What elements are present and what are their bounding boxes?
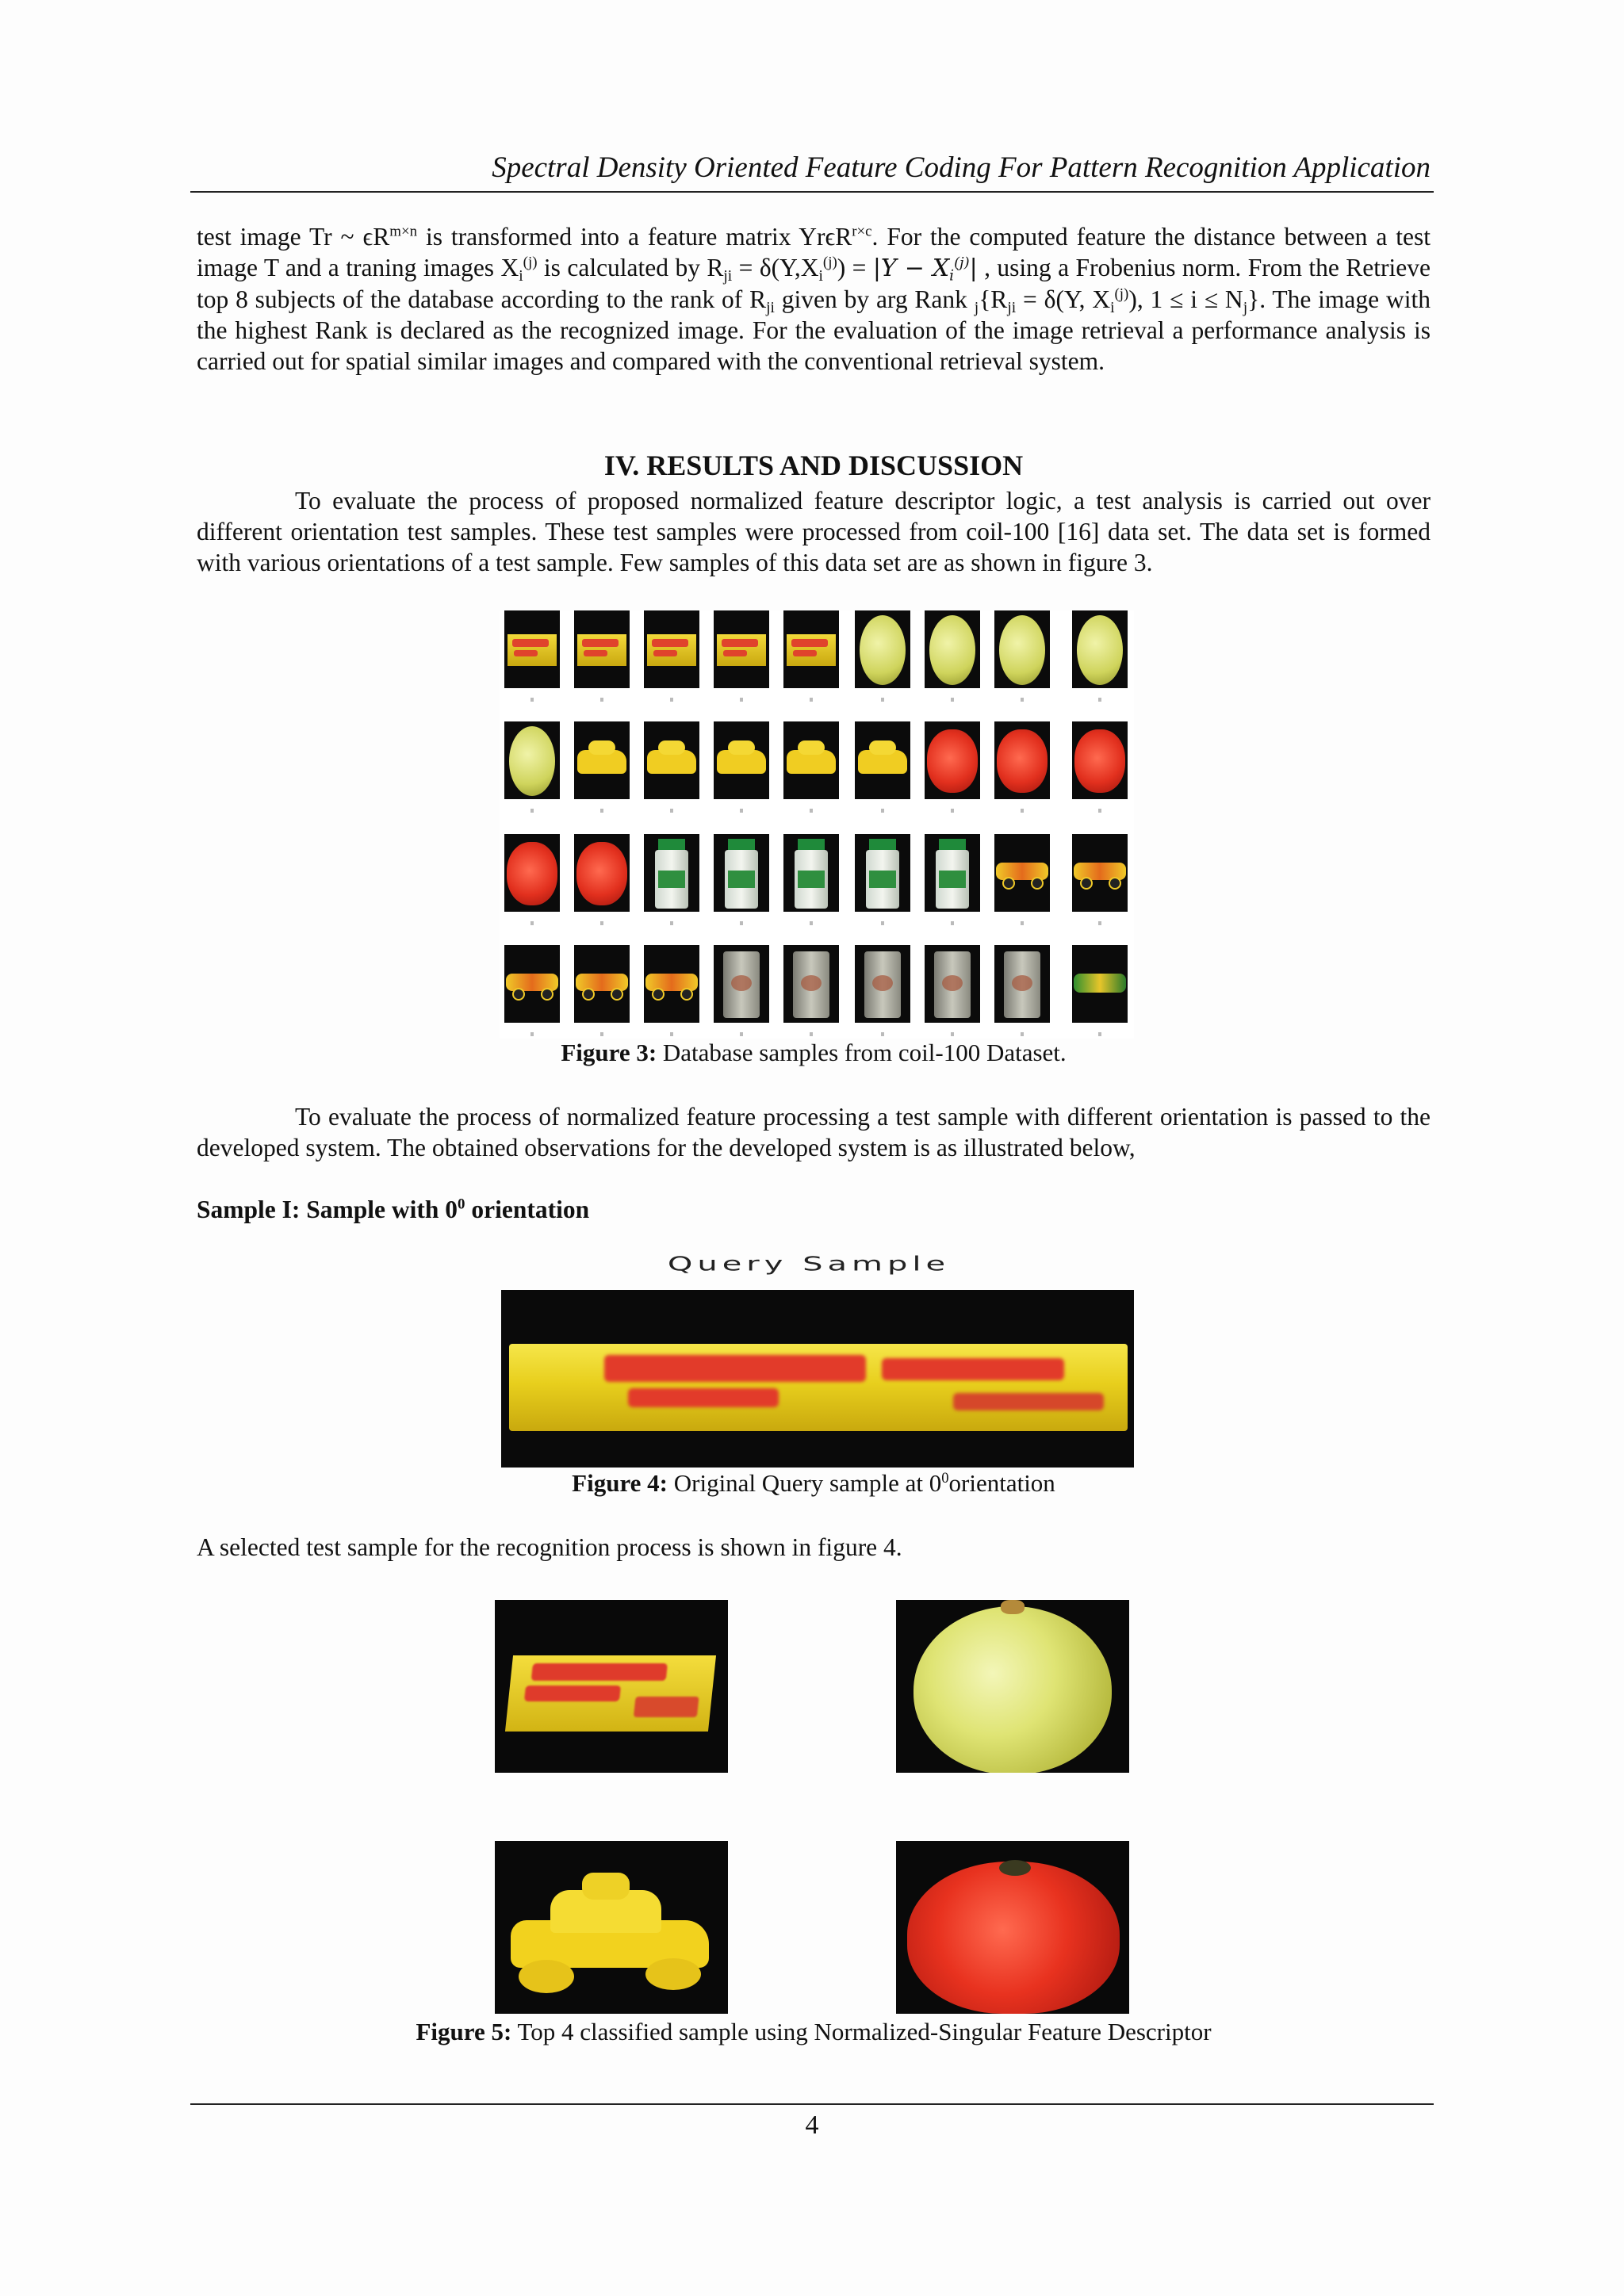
grid-sample-tomato: [925, 721, 980, 799]
footer-rule: [190, 2103, 1434, 2105]
result-image-4: [896, 1841, 1129, 2014]
result-image-1: [495, 1600, 728, 1773]
grid-sample-tomato: [994, 721, 1050, 799]
section-heading: IV. RESULTS AND DISCUSSION: [603, 450, 1024, 481]
grid-sample-box: [574, 610, 630, 688]
results-paragraph-3: A selected test sample for the recognition process is shown in figure 4.: [197, 1533, 902, 1561]
grid-sample-tomato: [574, 834, 630, 912]
figure-5-caption: Figure 5: Top 4 classified sample using Normalized-Singular Feature Descriptor: [416, 2018, 1212, 2045]
grid-index-mark: [740, 1032, 743, 1036]
grid-index-mark: [1098, 921, 1101, 925]
grid-sample-car2: [1072, 945, 1128, 1023]
grid-index-mark: [810, 809, 813, 813]
figure-3-caption: Figure 3: Database samples from coil-100 Dataset.: [561, 1039, 1067, 1066]
grid-sample-box: [714, 610, 769, 688]
grid-sample-onion: [1072, 610, 1128, 688]
grid-sample-box: [783, 610, 839, 688]
grid-index-mark: [670, 1032, 673, 1036]
grid-sample-bottle: [925, 834, 980, 912]
grid-index-mark: [1021, 1032, 1024, 1036]
grid-index-mark: [1098, 698, 1101, 702]
grid-index-mark: [530, 698, 534, 702]
grid-index-mark: [951, 809, 954, 813]
figure-4-caption: Figure 4: Original Query sample at $0^0orientation$: [572, 1469, 1055, 1497]
grid-sample-onion: [925, 610, 980, 688]
grid-sample-can: [783, 945, 839, 1023]
grid-index-mark: [600, 921, 603, 925]
grid-index-mark: [951, 921, 954, 925]
grid-sample-car: [994, 834, 1050, 912]
grid-index-mark: [530, 1032, 534, 1036]
grid-index-mark: [881, 921, 884, 925]
grid-sample-bottle: [855, 834, 910, 912]
grid-sample-box: [504, 610, 560, 688]
grid-sample-box: [644, 610, 699, 688]
grid-index-mark: [881, 809, 884, 813]
grid-index-mark: [670, 698, 673, 702]
grid-sample-can: [925, 945, 980, 1023]
grid-index-mark: [1021, 698, 1024, 702]
grid-index-mark: [881, 1032, 884, 1036]
grid-index-mark: [600, 1032, 603, 1036]
grid-sample-car: [644, 945, 699, 1023]
grid-index-mark: [530, 809, 534, 813]
grid-index-mark: [740, 809, 743, 813]
grid-index-mark: [1021, 809, 1024, 813]
result-image-2: [896, 1600, 1129, 1773]
grid-sample-bottle: [783, 834, 839, 912]
grid-sample-toy: [644, 721, 699, 799]
grid-index-mark: [740, 698, 743, 702]
query-sample-image: [501, 1290, 1134, 1468]
results-paragraph-2: To evaluate the process of normalized feature processing a test sample with different orientation is passed to the developed system. The obtained observations for the developed system is as illustrated below,: [197, 1103, 1431, 1161]
grid-sample-onion: [855, 610, 910, 688]
running-title: Spectral Density Oriented Feature Coding For Pattern Recognition Application: [492, 151, 1431, 184]
grid-index-mark: [530, 921, 534, 925]
grid-index-mark: [951, 698, 954, 702]
grid-sample-car: [504, 945, 560, 1023]
grid-index-mark: [670, 809, 673, 813]
grid-index-mark: [810, 921, 813, 925]
grid-sample-bottle: [644, 834, 699, 912]
grid-index-mark: [670, 921, 673, 925]
grid-sample-bottle: [714, 834, 769, 912]
grid-sample-tomato: [504, 834, 560, 912]
grid-sample-tomato: [1072, 721, 1128, 799]
grid-sample-toy: [855, 721, 910, 799]
grid-sample-can: [714, 945, 769, 1023]
grid-sample-car: [1072, 834, 1128, 912]
grid-index-mark: [951, 1032, 954, 1036]
sample-1-heading: Sample I: Sample with $0^0$ orientation: [197, 1196, 590, 1223]
grid-sample-toy: [714, 721, 769, 799]
grid-index-mark: [1098, 809, 1101, 813]
grid-index-mark: [1098, 1032, 1101, 1036]
grid-sample-toy: [574, 721, 630, 799]
query-sample-title: Query Sample: [667, 1253, 951, 1276]
grid-sample-can: [994, 945, 1050, 1023]
intro-paragraph: test image Tr ~ $\epsilon R^{m\times n}$ is transformed into a feature matrix YrϵR$^{r\times c}$. For the computed feature the distance between a test image T and a traning images $X_i^{(j)}$ is calculated by $R_{ji} = \delta(Y,X_i^{(j)}) = |Y - X_i^{(j)}|$ , using a Frobenius norm. From the Retrieve top 8 subjects of the database according to the rank of $R_{ji}$ given by arg Rank $_j\{R_{ji} = \delta(Y$, $X_i^{(j)}$), $1 \le i \le N_j$}. The image with the highest Rank is declared as the recognized image. For the evaluation of the image retrieval a performance analysis is carried out for spatial similar images and compared with the conventional retrieval system.: [197, 223, 1431, 375]
results-paragraph-1: To evaluate the process of proposed normalized feature descriptor logic, a test analysis is carried out over different orientation test samples. These test samples were processed from coil-100 [16] data set. The data set is formed with various orientations of a test sample. Few samples of this data set are as shown in figure 3.: [197, 487, 1431, 576]
grid-index-mark: [810, 698, 813, 702]
grid-index-mark: [881, 698, 884, 702]
grid-sample-toy: [783, 721, 839, 799]
grid-index-mark: [600, 698, 603, 702]
grid-sample-onion: [504, 721, 560, 799]
grid-index-mark: [740, 921, 743, 925]
coil100-sample-grid: [500, 610, 1134, 1039]
grid-sample-can: [855, 945, 910, 1023]
grid-index-mark: [810, 1032, 813, 1036]
header-rule: [190, 191, 1434, 193]
grid-index-mark: [1021, 921, 1024, 925]
frobenius-expression: $|Y - X_i^{(j)}|$: [872, 254, 978, 285]
grid-index-mark: [600, 809, 603, 813]
result-image-3: [495, 1841, 728, 2014]
page-number: 4: [805, 2110, 819, 2140]
grid-sample-car: [574, 945, 630, 1023]
grid-sample-onion: [994, 610, 1050, 688]
